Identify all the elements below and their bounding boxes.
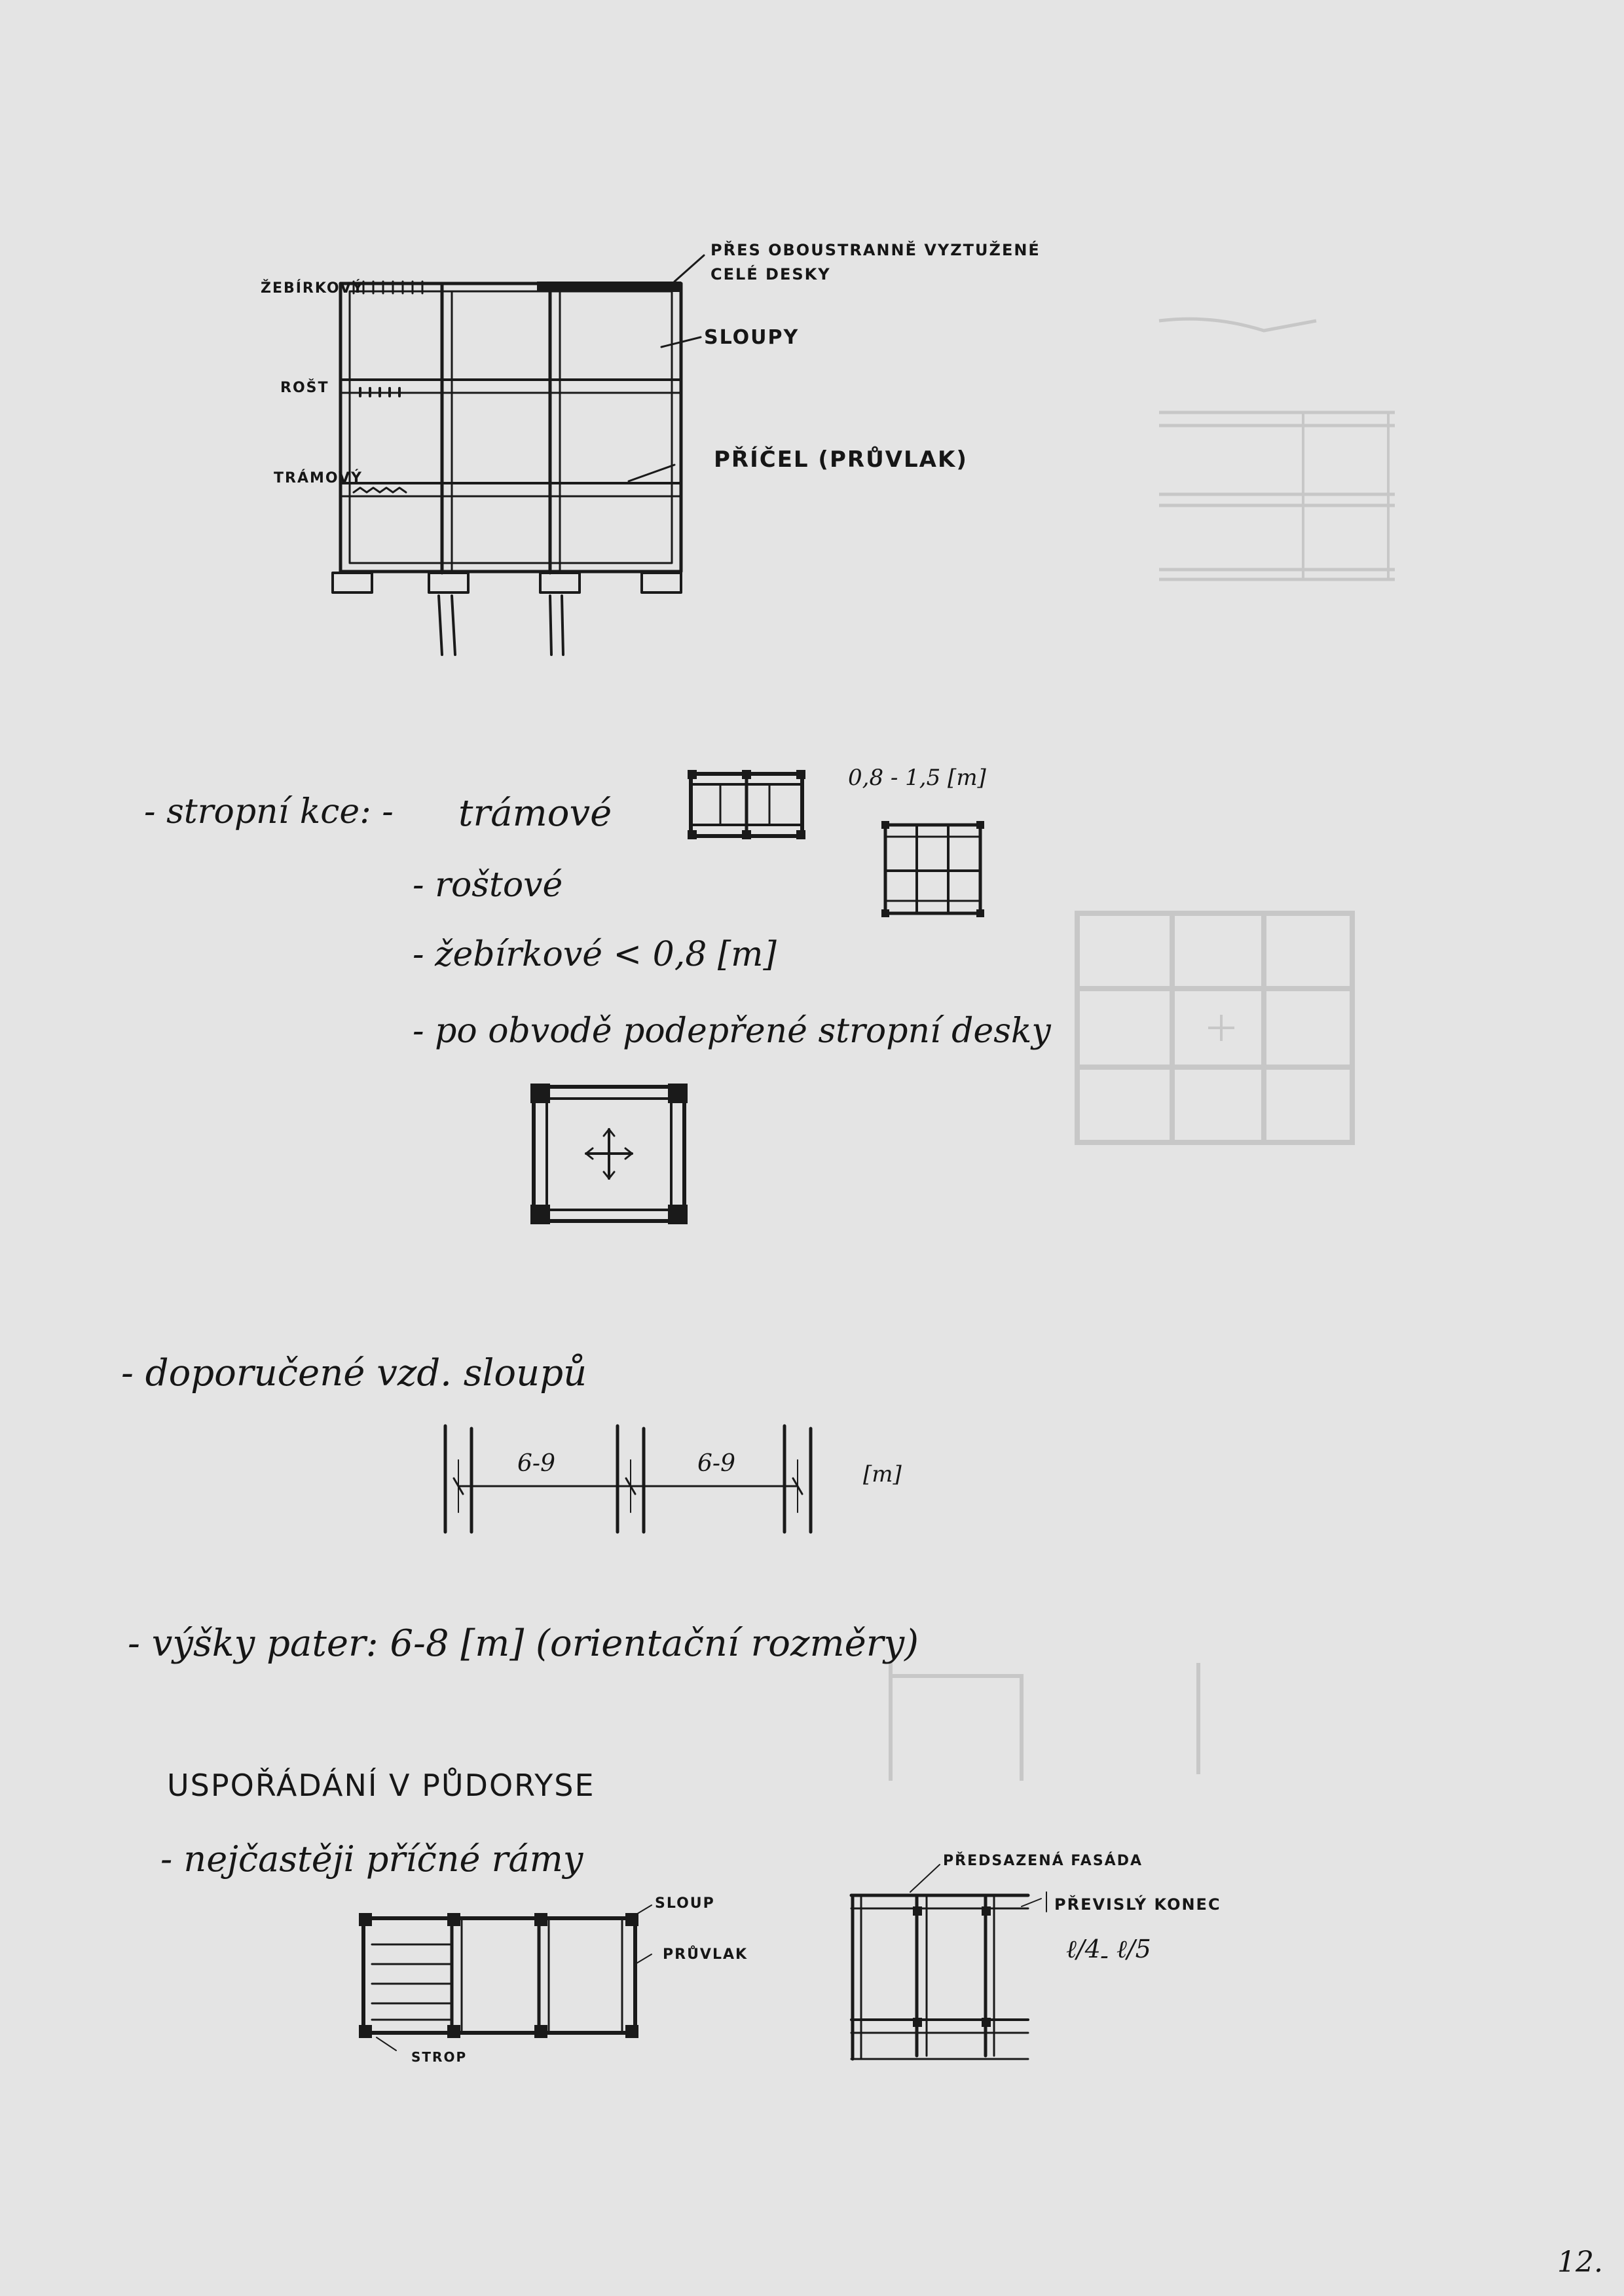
frame-elevation-sketch [242,262,714,674]
label-ribbed: ŽEBÍRKOVÝ [261,280,365,297]
column-spacing-sketch [432,1421,838,1539]
span-2: 6-9 [697,1450,735,1477]
plan-layout-sub: - nejčastěji příčné rámy [160,1838,583,1880]
column-spacing-heading: - doporučené vzd. sloupů [121,1352,587,1394]
floor-structure-item-grid: - roštové [413,866,563,905]
floor-structure-item-perimeter: - po obvodě podepřené stropní desky [413,1011,1051,1051]
ratio-dash: - [1100,1941,1109,1970]
span-unit: [m] [863,1461,902,1487]
perimeter-supported-slab-sketch [527,1080,691,1228]
label-slab: PŘES OBOUSTRANNĚ VYZTUŽENÉ [710,241,1041,259]
label-girder: PŘÍČEL (PRŮVLAK) [714,446,968,473]
label-plan-girder: PRŮVLAK [663,1946,748,1963]
label-plan-column: SLOUP [655,1895,715,1912]
label-grid: ROŠT [280,380,329,396]
floor-structure-item-ribbed: - žebírkové < 0,8 [m] [413,935,777,974]
grid-floor-sketch [877,817,989,922]
ratio-left: ℓ/4 [1066,1935,1101,1963]
label-slab-2: CELÉ DESKY [710,265,831,283]
floor-structures-heading: - stropní kce: - [144,792,394,831]
ratio-right: ℓ/5 [1116,1935,1151,1963]
label-beam: TRÁMOVÝ [274,470,363,486]
beam-floor-sketch [681,766,812,845]
floor-heights: - výšky pater: 6-8 [m] (orientační rozměry) [128,1622,919,1665]
label-column: SLOUPY [704,326,800,349]
page-number: 12. [1557,2246,1603,2279]
label-cantilever: PŘEVISLÝ KONEC [1054,1895,1221,1914]
label-plan-ceiling: STROP [411,2049,468,2065]
span-1: 6-9 [517,1450,555,1477]
plan-layout-heading: USPOŘÁDÁNÍ V PŮDORYSE [167,1768,595,1803]
cantilever-facade-sketch [845,1859,1094,2069]
dimension-note: 0,8 - 1,5 [m] [848,765,986,791]
label-facade: PŘEDSAZENÁ FASÁDA [943,1853,1143,1869]
transverse-frames-plan-sketch [354,1899,655,2056]
floor-structure-item-beam: trámové [458,792,612,835]
